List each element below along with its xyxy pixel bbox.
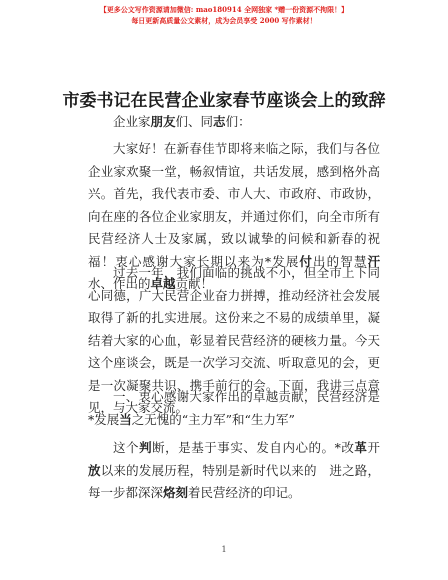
text-run: 一、衷心感谢大家作出的卓越贡献，民营经济是*发展 <box>88 389 380 427</box>
text-run: 水、作出的 <box>88 276 151 291</box>
bold-run: 付 <box>299 253 314 269</box>
text-run: 断，是基于事实、发自内心的。*改 <box>152 440 355 455</box>
text-run: 出的智慧 <box>313 253 368 269</box>
salutation-part: 企业家 <box>113 114 151 129</box>
text-run: 以来的发展历程，特别是新时代以来的 进之路，每一步都深深 <box>88 462 380 500</box>
text-run: 贡献！ <box>175 276 214 291</box>
bold-run: 放 <box>88 462 101 478</box>
promo-banner-line-2: 每日更新高质量公文素材，成为会员享受 2000 写作素材！ <box>131 16 317 25</box>
text-run: 大家好！在新春佳节即将来临之际，我们与各位企业家欢聚一堂，畅叙情谊，共话发展，感到格外高兴。首先，我代表市委、市人大、市政府、市政协，向在座的各位企业家朋友，并通过你们，向全市所有民营经济人士及家属，致以诚挚的问候和新春的祝福！衷心感谢大家长期以来为*发展 <box>88 141 380 269</box>
salutation-part: 们： <box>225 114 251 129</box>
text-run: 着民营经济的印记。 <box>188 485 301 500</box>
salutation-bold-part: 朋友 <box>150 114 176 129</box>
promo-banner <box>0 4 448 26</box>
bold-run: 汗 <box>367 253 380 269</box>
bold-run: 革 <box>354 440 368 455</box>
section-heading-1 <box>88 386 380 431</box>
salutation-part: 们、同 <box>175 114 214 129</box>
paragraph-text <box>88 437 380 505</box>
bold-run: 烙刻 <box>163 485 189 500</box>
text-run: 这个 <box>113 440 140 455</box>
paragraph-judgment <box>88 437 380 505</box>
bold-run: 卓越 <box>150 276 176 291</box>
promo-banner-line-1: 【更多公文写作资源请加微信: mao180914 全网独家 *赠一份资源不拘限！】 <box>99 5 349 14</box>
text-run: 之无愧的“主力军”和“生力军” <box>131 411 295 427</box>
bold-run: 当 <box>119 411 132 427</box>
page-number: 1 <box>221 545 227 554</box>
salutation <box>88 111 380 134</box>
text-run: 开 <box>367 440 380 455</box>
paragraph-text: 过去一年，我们面临的挑战不小，但全市上下同心同德，广大民营企业奋力拼搏，推动经济社会发展取得了新的扎实进展。这份来之不易的成绩单里，凝结着大家的心血，彰显着民营经济的硬核力量。今天这个座谈会，既是一次学习交流、听取意见的会，更是一次凝聚共识、携手前行的会。下面，我讲三点意见，与大家交流。 <box>88 265 380 415</box>
document-title: 市委书记在民营企业家春节座谈会上的致辞 <box>62 91 386 111</box>
heading-text <box>88 386 380 431</box>
salutation-bold-part: 志 <box>213 114 226 129</box>
bold-run: 判 <box>139 440 153 455</box>
